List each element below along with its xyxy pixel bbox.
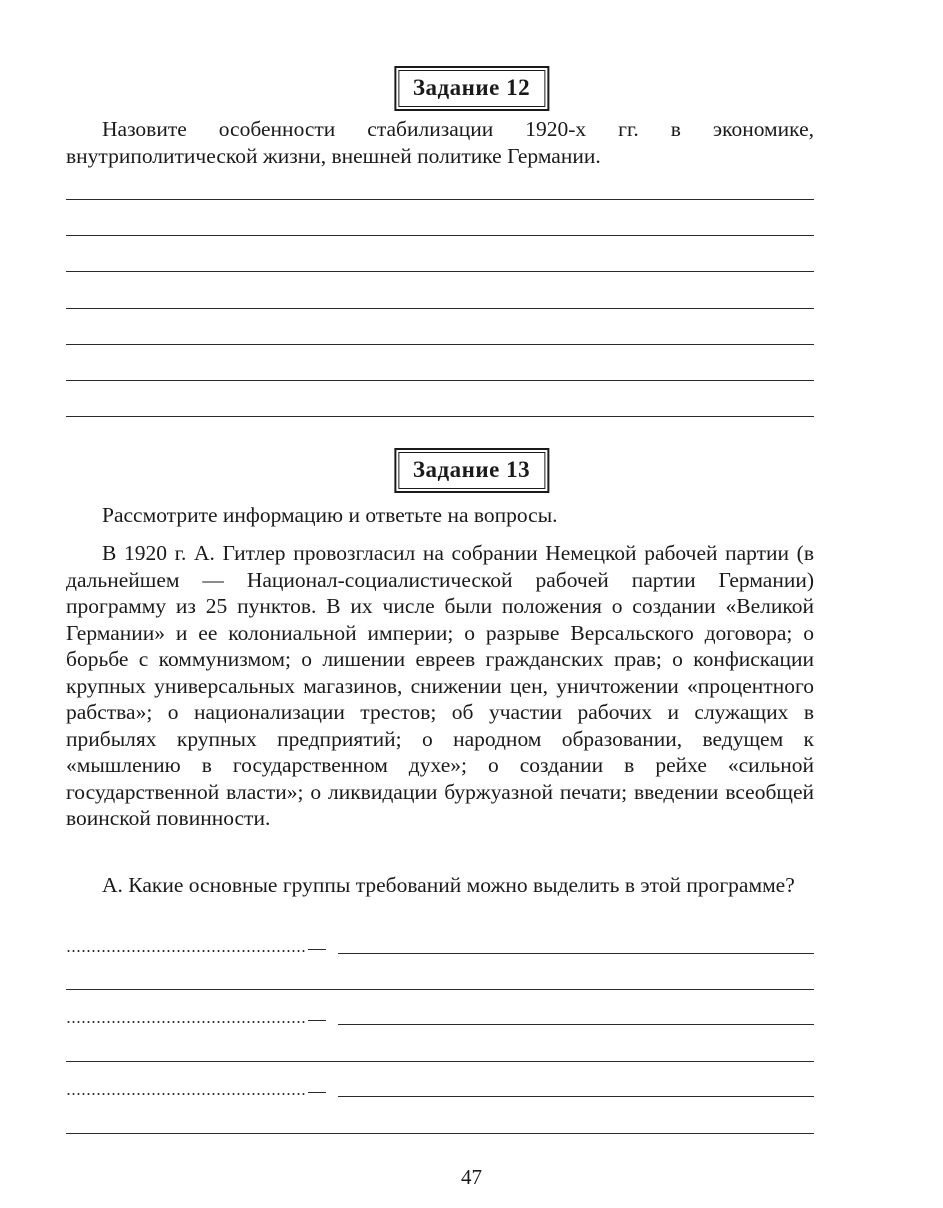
dotted-blank[interactable] — [66, 1021, 306, 1023]
answer-line[interactable] — [66, 416, 814, 417]
task-12-prompt: Назовите особенности стабилизации 1920-х гг. в экономике, внутриполитической жизни, внешней политике Германии. — [66, 117, 814, 168]
answer-line[interactable] — [66, 989, 814, 990]
answer-group-row[interactable] — [66, 934, 814, 954]
answer-line[interactable] — [338, 1096, 814, 1097]
answer-line[interactable] — [66, 199, 814, 200]
answer-group-row[interactable] — [66, 1077, 814, 1097]
answer-line[interactable] — [66, 235, 814, 236]
dotted-blank[interactable] — [66, 950, 306, 952]
task-13-source-text: В 1920 г. А. Гитлер провозгласил на собрании Немецкой рабочей партии (в дальнейшем — Национал-социалистической рабочей партии Германии) программу из 25 пунктов. В их числе были положения о создании «Великой Германии» и ее колониальной империи; о разрыве Версальского договора; о борьбе с коммунизмом; о лишении евреев гражданских прав; о конфискации крупных универсальных магазинов, снижении цен, уничтожении «процентного рабства»; о национализации трестов; об участии рабочих и служащих в прибылях крупных предприятий; о народном образовании, ведущем к «мышлению в государственном духе»; о создании в рейхе «сильной государственной власти»; о ликвидации буржуазной печати; введении всеобщей воинской повинности. — [66, 541, 814, 830]
answer-line[interactable] — [66, 271, 814, 272]
answer-line[interactable] — [66, 1061, 814, 1062]
answer-line[interactable] — [66, 380, 814, 381]
task-12-heading-box — [394, 66, 549, 111]
dash-separator — [308, 1020, 326, 1021]
task-13-question-a: А. Какие основные группы требований можно выделить в этой программе? — [102, 873, 795, 897]
dash-separator — [308, 949, 326, 950]
answer-line[interactable] — [66, 1133, 814, 1134]
answer-line[interactable] — [338, 953, 814, 954]
answer-line[interactable] — [66, 344, 814, 345]
task-12-heading: Задание 12 — [398, 70, 545, 107]
answer-line[interactable] — [66, 308, 814, 309]
task-13-heading: Задание 13 — [398, 452, 545, 489]
dash-separator — [308, 1092, 326, 1093]
answer-line[interactable] — [338, 1024, 814, 1025]
dotted-blank[interactable] — [66, 1093, 306, 1095]
answer-group-row[interactable] — [66, 1005, 814, 1025]
page-number: 47 — [461, 1165, 482, 1189]
task-13-intro: Рассмотрите информацию и ответьте на вопросы. — [102, 503, 558, 527]
task-13-heading-box — [394, 448, 549, 493]
